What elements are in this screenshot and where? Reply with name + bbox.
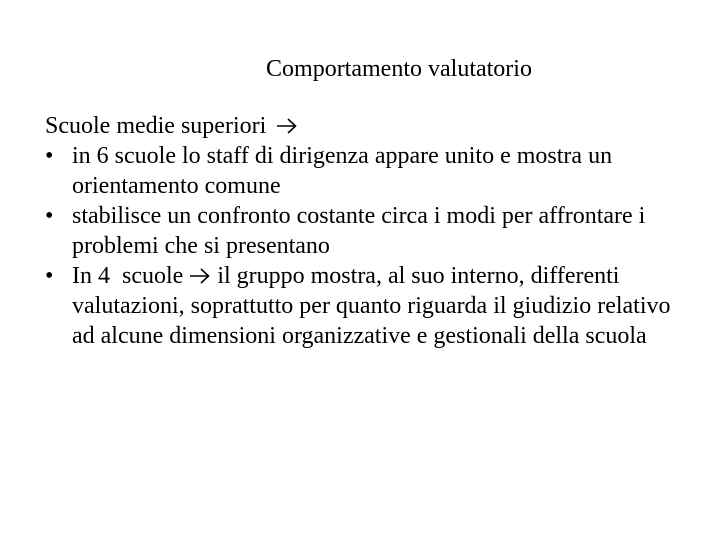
list-item: [45, 141, 685, 201]
right-arrow-icon: [276, 117, 298, 135]
bullet-marker: •: [45, 143, 54, 169]
right-arrow-icon: [189, 267, 211, 285]
bullet-text: stabilisce un confronto costante circa i modi per affrontare i problemi che si presentano: [72, 203, 646, 259]
bullet-list: [45, 141, 685, 351]
slide-title: Comportamento valutatorio: [266, 56, 532, 82]
bullet-prefix: In 4 scuole: [72, 263, 184, 289]
list-item: [45, 201, 685, 261]
bullet-marker: •: [45, 203, 54, 229]
bullet-text: in 6 scuole lo staff di dirigenza appare unito e mostra un orientamento comune: [72, 143, 613, 199]
lead-line: [45, 111, 685, 141]
slide-title-row: [0, 53, 720, 85]
lead-text: Scuole medie superiori: [45, 113, 267, 139]
slide-body: [45, 111, 685, 351]
list-item: [45, 261, 685, 351]
bullet-suffix: il gruppo mostra, al suo interno, differenti valutazioni, soprattutto per quanto riguarda il giudizio relativo ad alcune dimensioni organizzative e gestionali della scuola: [72, 263, 671, 349]
bullet-marker: •: [45, 263, 54, 289]
